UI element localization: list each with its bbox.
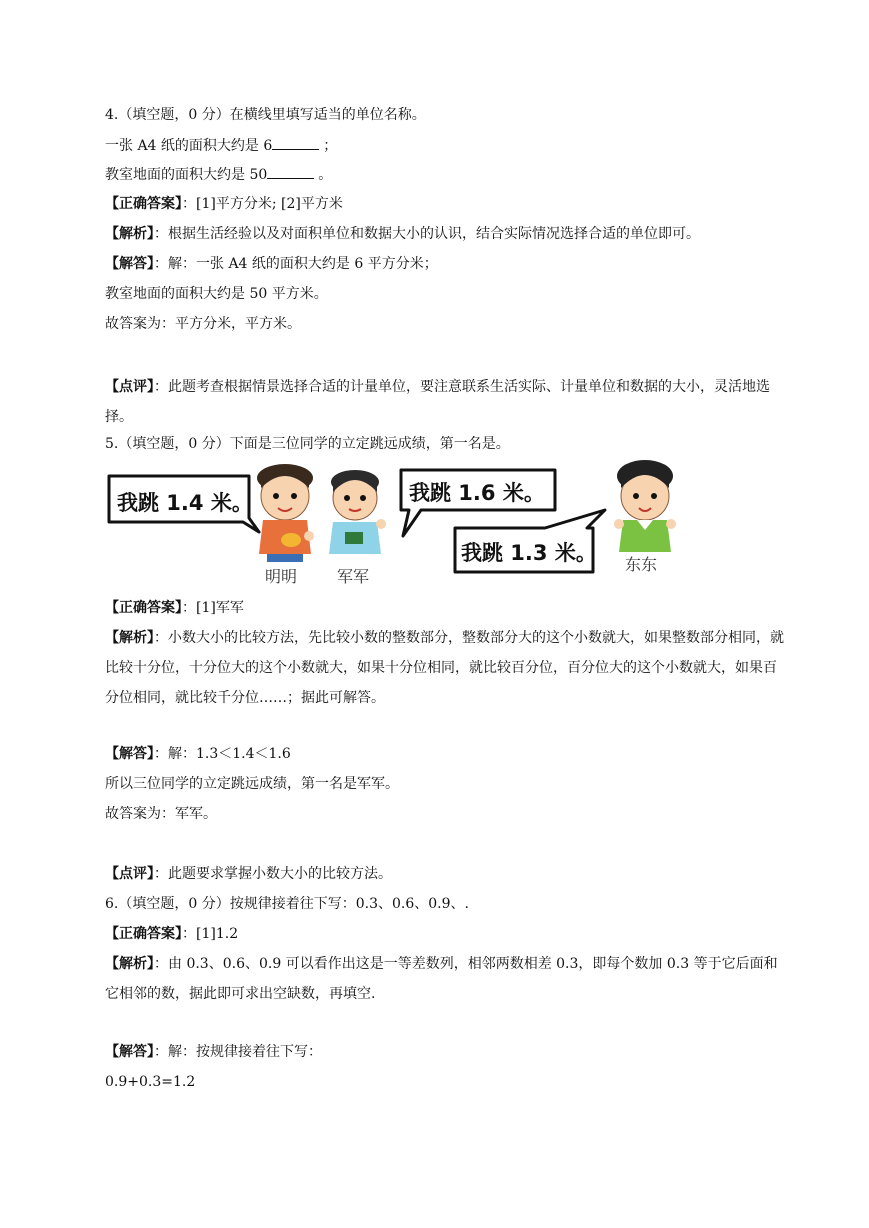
q6-answer-text: ：[1]1.2 — [182, 926, 239, 942]
q5-answer — [105, 598, 785, 618]
q4-answer-text: ：[1]平方分米; [2]平方米 — [182, 196, 343, 212]
q4-line2-suffix: 。 — [318, 167, 333, 183]
q4-analysis-text: ：根据生活经验以及对面积单位和数据大小的认识，结合实际情况选择合适的单位即可。 — [154, 226, 700, 242]
speech-bubble-junjun — [401, 470, 555, 536]
q4-line2 — [105, 163, 785, 185]
q6-title: 6.（填空题，0 分）按规律接着往下写：0.3、0.6、0.9、. — [105, 896, 469, 912]
q4-comment-label: 【点评】 — [105, 379, 154, 395]
q4-blank-1 — [272, 134, 319, 150]
q5-solution-label: 【解答】 — [105, 746, 154, 762]
q4-blank-2 — [267, 163, 314, 179]
q4-answer-label: 【正确答案】 — [105, 196, 182, 212]
name-dongdong: 东东 — [625, 555, 658, 574]
q4-comment — [105, 372, 785, 432]
q5-solution-line3: 故答案为：军军。 — [105, 806, 217, 822]
q4-title: 4.（填空题，0 分）在横线里填写适当的单位名称。 — [105, 107, 426, 123]
speech-bubble-dongdong — [455, 510, 605, 572]
q4-solution-line3: 故答案为：平方分米，平方米。 — [105, 316, 301, 332]
bubble-dongdong-text: 我跳 1.3 米。 — [461, 541, 597, 565]
name-mingming: 明明 — [265, 567, 298, 586]
bubble-mingming-text: 我跳 1.4 米。 — [117, 491, 253, 515]
q6-answer-label: 【正确答案】 — [105, 926, 182, 942]
q5-solution-line2: 所以三位同学的立定跳远成绩，第一名是军军。 — [105, 776, 399, 792]
speech-bubble-mingming — [109, 476, 259, 532]
jump-results-illustration — [105, 458, 695, 592]
q4-line1-suffix: ； — [323, 138, 338, 154]
q5-analysis — [105, 623, 785, 713]
illustration-svg — [105, 458, 695, 592]
q5-solution-text: ：解：1.3＜1.4＜1.6 — [154, 746, 291, 762]
q4-line1 — [105, 134, 785, 156]
q5-answer-label: 【正确答案】 — [105, 600, 182, 616]
bubble-junjun-text: 我跳 1.6 米。 — [409, 481, 545, 505]
q4-line2-prefix: 教室地面的面积大约是 50 — [105, 167, 268, 183]
q5-title: 5.（填空题，0 分）下面是三位同学的立定跳远成绩，第一名是。 — [105, 436, 510, 452]
q5-comment-text: ：此题要求掌握小数大小的比较方法。 — [154, 866, 392, 882]
q4-analysis-label: 【解析】 — [105, 226, 154, 242]
mingming-figure — [257, 464, 314, 562]
q4-answer — [105, 194, 785, 214]
q4-comment-text: ：此题考查根据情景选择合适的计量单位，要注意联系生活实际、计量单位和数据的大小，灵活地选择。 — [105, 379, 770, 425]
q4-solution-text: ：解：一张 A4 纸的面积大约是 6 平方分米； — [154, 256, 438, 272]
q4-solution — [105, 254, 785, 274]
q4-solution-label: 【解答】 — [105, 256, 154, 272]
q6-solution-line2: 0.9+0.3=1.2 — [105, 1074, 196, 1090]
dongdong-figure — [614, 460, 676, 552]
q5-analysis-label: 【解析】 — [105, 630, 154, 646]
q5-answer-text: ：[1]军军 — [182, 600, 244, 616]
q6-solution — [105, 1042, 785, 1062]
q6-analysis-label: 【解析】 — [105, 956, 154, 972]
q4-line1-prefix: 一张 A4 纸的面积大约是 6 — [105, 138, 273, 154]
q4-analysis — [105, 224, 785, 244]
q5-analysis-text: ：小数大小的比较方法，先比较小数的整数部分，整数部分大的这个小数就大，如果整数部分相同，就比较十分位，十分位大的这个小数就大，如果十分位相同，就比较百分位，百分位大的这个小数就大，如果百分位相同，就比较千分位……；据此可解答。 — [105, 630, 784, 706]
q5-comment — [105, 864, 785, 884]
junjun-figure — [329, 470, 386, 554]
q6-answer — [105, 924, 785, 944]
q6-solution-label: 【解答】 — [105, 1044, 154, 1060]
q6-analysis-text: ：由 0.3、0.6、0.9 可以看作出这是一等差数列，相邻两数相差 0.3，即每个数加 0.3 等于它后面和它相邻的数，据此即可求出空缺数，再填空. — [105, 956, 778, 1002]
q6-solution-text: ：解：按规律接着往下写： — [154, 1044, 322, 1060]
q5-solution — [105, 744, 785, 764]
q6-analysis — [105, 949, 785, 1009]
q5-comment-label: 【点评】 — [105, 866, 154, 882]
q4-solution-line2: 教室地面的面积大约是 50 平方米。 — [105, 286, 328, 302]
name-junjun: 军军 — [337, 567, 370, 586]
